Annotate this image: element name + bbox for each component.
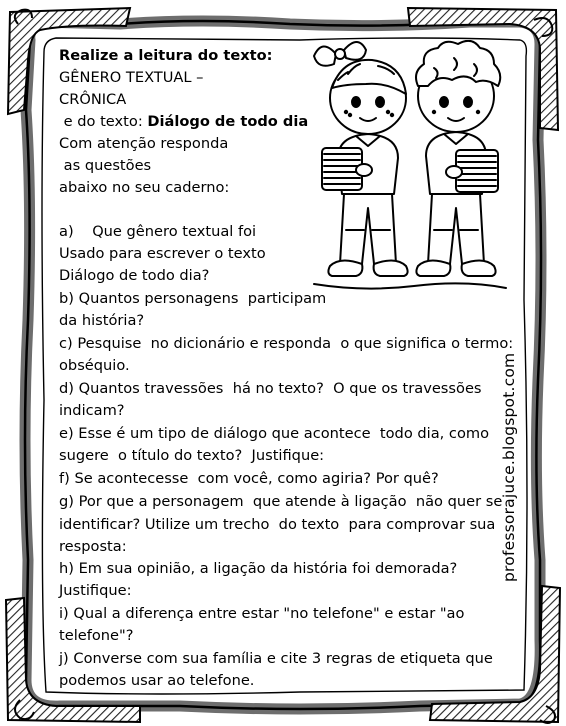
instruction-answer: Com atenção responda (59, 135, 229, 152)
genre-label: GÊNERO TEXTUAL – (59, 69, 204, 86)
question-e-line-2: sugere o título do texto? Justifique: (59, 447, 325, 464)
question-a-line-1: a) Que gênero textual foi (59, 223, 257, 240)
question-a-line-2: Usado para escrever o texto (59, 245, 266, 262)
text-title-prefix: e do texto: (59, 113, 148, 130)
question-j-line-2: podemos usar ao telefone. (59, 672, 255, 689)
question-h-line-2: Justifique: (59, 582, 132, 599)
question-d-line-2: indicam? (59, 402, 125, 419)
question-i-line-2: telefone"? (59, 627, 134, 644)
question-e-line-1: e) Esse é um tipo de diálogo que acontece todo dia, como (59, 425, 490, 442)
instruction-read-text: Realize a leitura do texto: (59, 47, 273, 64)
blog-watermark: professorajuce.blogspot.com (500, 352, 518, 582)
question-h-line-1: h) Em sua opinião, a ligação da história foi demorada? (59, 560, 458, 577)
question-i-line-1: i) Qual a diferença entre estar "no telefone" e estar "ao (59, 605, 465, 622)
question-b-line-1: b) Quantos personagens participam (59, 290, 327, 307)
question-c-line-2: obséquio. (59, 357, 130, 374)
question-d-line-1: d) Quantos travessões há no texto? O que os travessões (59, 380, 482, 397)
two-children-illustration (308, 40, 508, 300)
instruction-questions: as questões (59, 157, 152, 174)
question-g-line-1: g) Por que a personagem que atende à ligação não quer se (59, 493, 503, 510)
genre-value: CRÔNICA (59, 91, 127, 108)
question-j-line-1: j) Converse com sua família e cite 3 regras de etiqueta que (59, 650, 493, 667)
question-g-line-3: resposta: (59, 538, 127, 555)
question-f: f) Se acontecesse com você, como agiria? Por quê? (59, 470, 439, 487)
question-b-line-2: da história? (59, 312, 145, 329)
instruction-notebook: abaixo no seu caderno: (59, 179, 230, 196)
text-title-line (59, 113, 308, 131)
text-title: Diálogo de todo dia (147, 113, 309, 130)
question-g-line-2: identificar? Utilize um trecho do texto para comprovar sua (59, 516, 496, 533)
question-c-line-1: c) Pesquise no dicionário e responda o que significa o termo: (59, 335, 514, 352)
question-a-line-3: Diálogo de todo dia? (59, 267, 210, 284)
